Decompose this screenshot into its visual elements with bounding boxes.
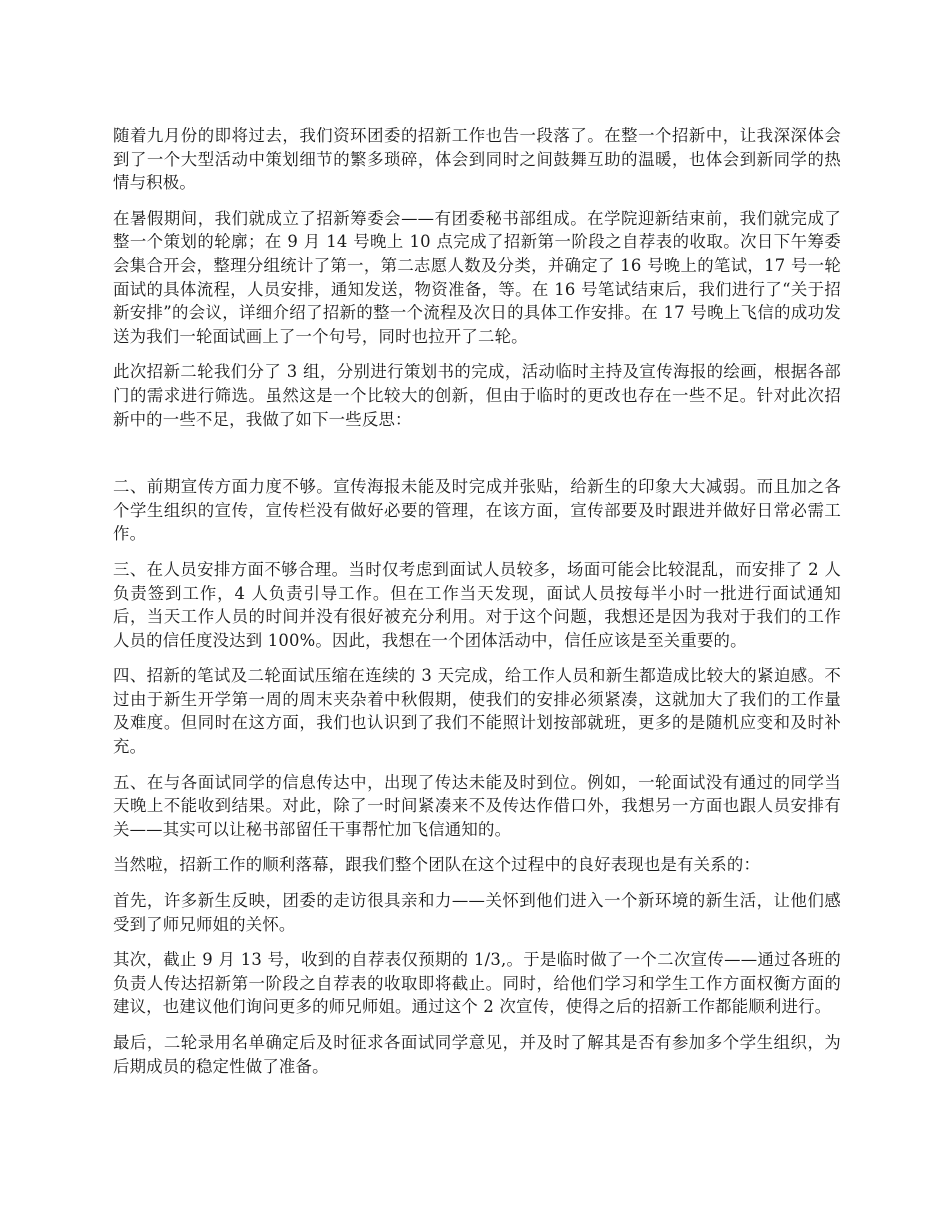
- paragraph-positive-intro: 当然啦，招新工作的顺利落幕，跟我们整个团队在这个过程中的良好表现也是有关系的：: [113, 855, 761, 875]
- paragraph-reflection-3: 三、在人员安排方面不够合理。当时仅考虑到面试人员较多，场面可能会比较混乱，而安排了 2 人负责签到工作，4 人负责引导工作。但在工作当天发现，面试人员按每半小时一批进行面试通知后，当天工作人员的时间并没有很好被充分利用。对于这个问题，我想还是因为我对于我们的工作人员的信任度没达到 100%。因此，我想在一个团体活动中，信任应该是至关重要的。: [113, 559, 841, 650]
- paragraph-last: 最后，二轮录用名单确定后及时征求各面试同学意见，并及时了解其是否有参加多个学生组织，为后期成员的稳定性做了准备。: [113, 1033, 841, 1076]
- paragraph-intro: 随着九月份的即将过去，我们资环团委的招新工作也告一段落了。在整一个招新中，让我深深体会到了一个大型活动中策划细节的繁多琐碎，体会到同时之间鼓舞互助的温暖，也体会到新同学的热情与积极。: [113, 126, 841, 193]
- paragraph-second: 其次，截止 9 月 13 号，收到的自荐表仅预期的 1/3,。于是临时做了一个二次宣传——通过各班的负责人传达招新第一阶段之自荐表的收取即将截止。同时，给他们学习和学生工作方面权衡方面的建议，也建议他们询问更多的师兄师姐。通过这个 2 次宣传，使得之后的招新工作都能顺利进行。: [113, 950, 841, 1017]
- document-body: [113, 124, 841, 1090]
- paragraph-reflection-4: 四、招新的笔试及二轮面试压缩在连续的 3 天完成，给工作人员和新生都造成比较大的紧迫感。不过由于新生开学第一周的周末夹杂着中秋假期，使我们的安排必须紧凑，这就加大了我们的工作量及难度。但同时在这方面，我们也认识到了我们不能照计划按部就班，更多的是随机应变和及时补充。: [113, 666, 841, 757]
- paragraph-reflection-2: 二、前期宣传方面力度不够。宣传海报未能及时完成并张贴，给新生的印象大大减弱。而且加之各个学生组织的宣传，宣传栏没有做好必要的管理，在该方面，宣传部要及时跟进并做好日常必需工作。: [113, 477, 841, 544]
- paragraph-preparation: 在暑假期间，我们就成立了招新筹委会——有团委秘书部组成。在学院迎新结束前，我们就完成了整一个策划的轮廓；在 9 月 14 号晚上 10 点完成了招新第一阶段之自荐表的收取。次日下午筹委会集合开会，整理分组统计了第一，第二志愿人数及分类，并确定了 16 号晚上的笔试，17 号一轮面试的具体流程，人员安排，通知发送，物资准备，等。在 16 号笔试结束后，我们进行了“关于招新安排”的会议，详细介绍了招新的整一个流程及次日的具体工作安排。在 17 号晚上飞信的成功发送为我们一轮面试画上了一个句号，同时也拉开了二轮。: [113, 208, 841, 346]
- paragraph-reflection-5: 五、在与各面试同学的信息传达中，出现了传达未能及时到位。例如，一轮面试没有通过的同学当天晚上不能收到结果。对此，除了一时间紧凑来不及传达作借口外，我想另一方面也跟人员安排有关——其实可以让秘书部留任干事帮忙加飞信通知的。: [113, 772, 841, 839]
- paragraph-second-round: 此次招新二轮我们分了 3 组，分别进行策划书的完成，活动临时主持及宣传海报的绘画，根据各部门的需求进行筛选。虽然这是一个比较大的创新，但由于临时的更改也存在一些不足。针对此次招新中的一些不足，我做了如下一些反思：: [113, 362, 841, 429]
- paragraph-first: 首先，许多新生反映，团委的走访很具亲和力——关怀到他们进入一个新环境的新生活，让他们感受到了师兄师姐的关怀。: [113, 891, 841, 934]
